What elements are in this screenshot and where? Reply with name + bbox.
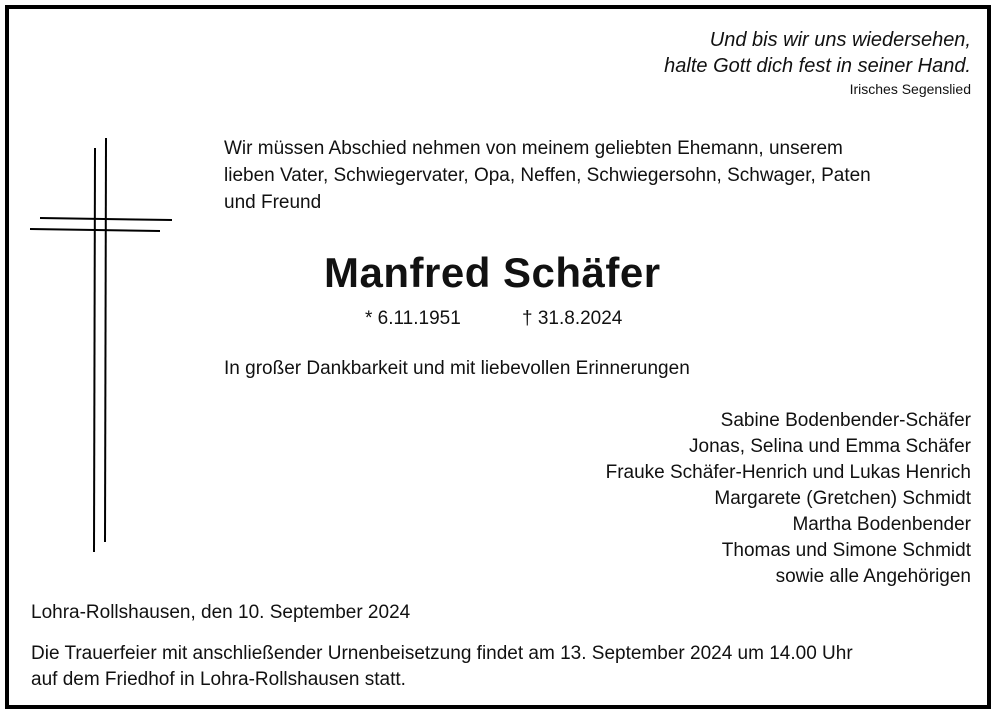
ceremony-line-2: auf dem Friedhof in Lohra-Rollshausen statt. [31,669,406,690]
intro-line-1: Wir müssen Abschied nehmen von meinem geliebten Ehemann, unserem [224,138,843,159]
intro-line-3: und Freund [224,192,322,213]
ceremony-info [31,641,981,693]
gratitude-text: In großer Dankbarkeit und mit liebevollen Erinnerungen [224,358,690,379]
motto-block [664,27,971,99]
intro-text [224,135,964,216]
death-date: † 31.8.2024 [522,308,623,329]
cross-icon [28,138,178,558]
motto-source: Irisches Segenslied [849,81,971,97]
motto-line-2: halte Gott dich fest in seiner Hand. [664,55,971,77]
mourner-item: Martha Bodenbender [792,514,971,535]
mourner-item: Sabine Bodenbender-Schäfer [720,410,971,431]
place-date: Lohra-Rollshausen, den 10. September 2024 [31,602,411,623]
intro-line-2: lieben Vater, Schwiegervater, Opa, Neffen, Schwiegersohn, Schwager, Paten [224,165,871,186]
deceased-name: Manfred Schäfer [324,249,661,296]
birth-date: * 6.11.1951 [365,308,461,329]
mourner-item: Thomas und Simone Schmidt [721,540,971,561]
mourner-item: Margarete (Gretchen) Schmidt [714,488,971,509]
motto-line-1: Und bis wir uns wiedersehen, [709,29,971,51]
ceremony-line-1: Die Trauerfeier mit anschließender Urnenbeisetzung findet am 13. September 2024 um 14.00 Uhr [31,643,853,664]
mourner-item: sowie alle Angehörigen [775,566,971,587]
mourner-item: Jonas, Selina und Emma Schäfer [689,436,971,457]
mourners-list [606,408,971,590]
mourner-item: Frauke Schäfer-Henrich und Lukas Henrich [605,462,971,483]
